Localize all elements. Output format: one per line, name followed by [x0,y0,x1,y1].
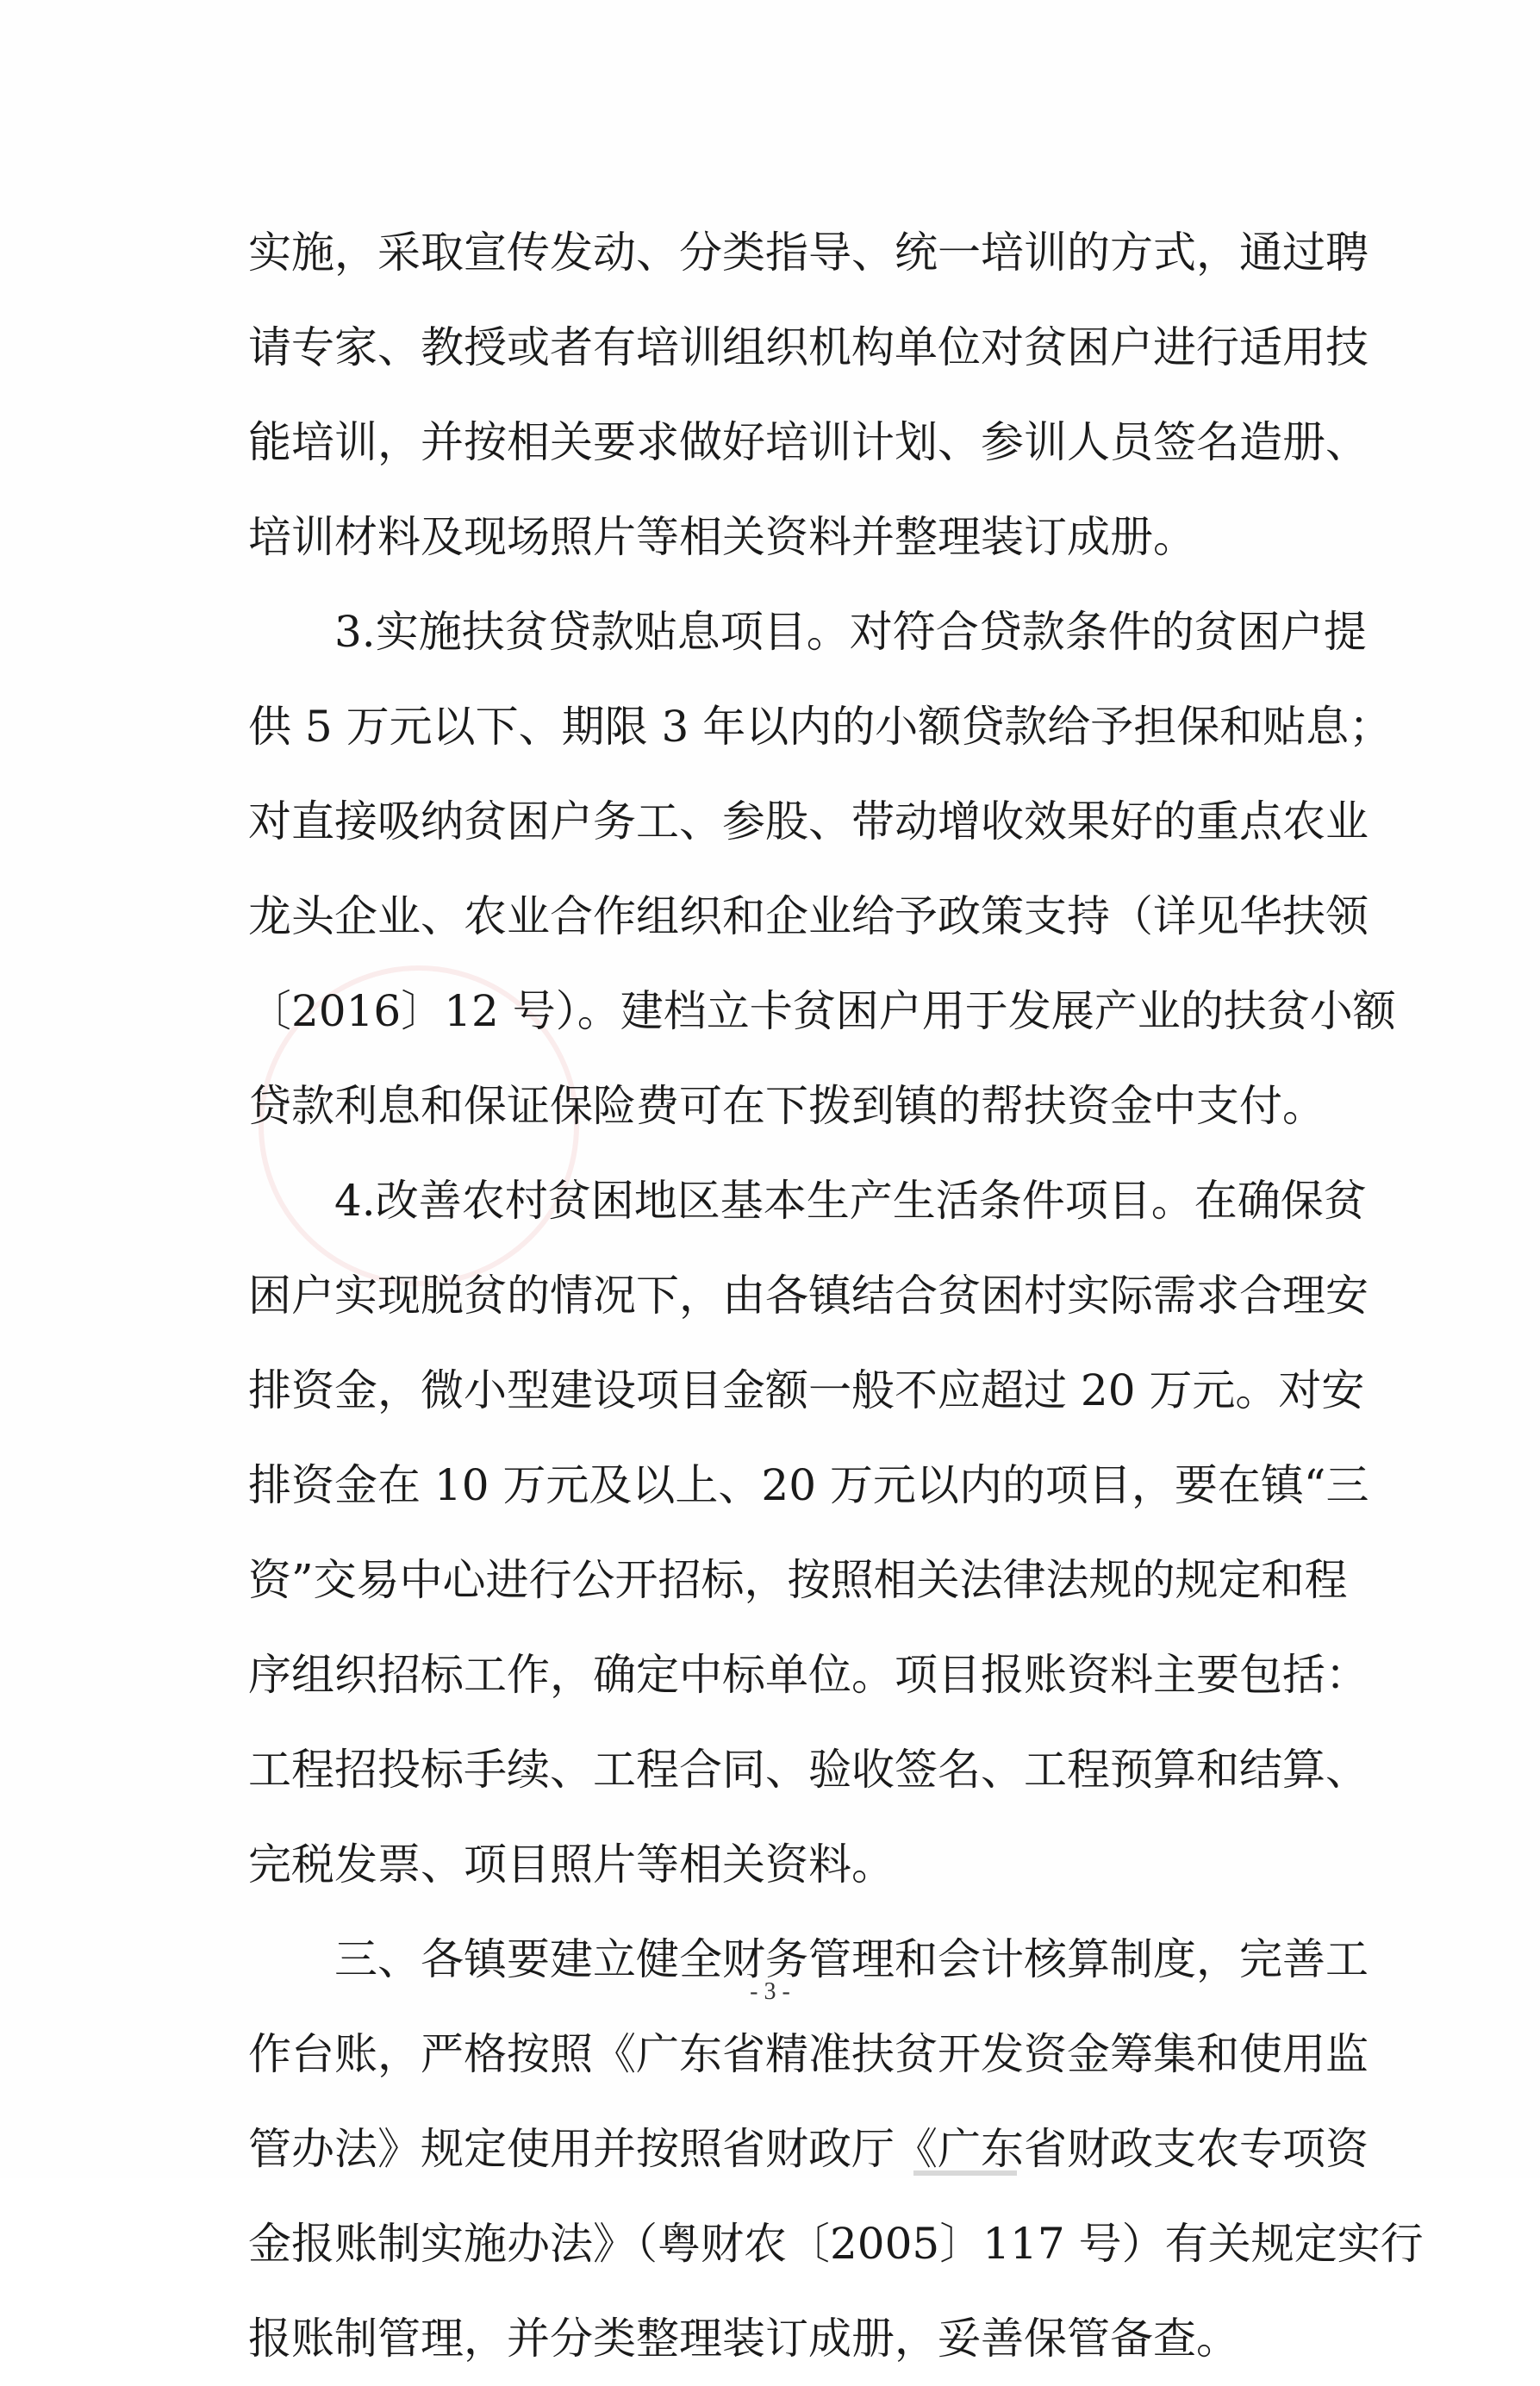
text-line: 排资金在 10 万元及以上、20 万元以内的项目，要在镇“三 [248,1460,1369,1510]
text-line: 供 5 万元以下、期限 3 年以内的小额贷款给予担保和贴息； [248,702,1393,752]
text-line: 实施，采取宣传发动、分类指导、统一培训的方式，通过聘 [248,228,1369,278]
text-line: 工程招投标手续、工程合同、验收签名、工程预算和结算、 [248,1745,1369,1795]
text-line: 4.改善农村贫困地区基本生产生活条件项目。在确保贫 [334,1176,1367,1226]
text-line: 报账制管理，并分类整理装订成册，妥善保管备查。 [248,2314,1239,2364]
text-line: 完税发票、项目照片等相关资料。 [248,1839,895,1889]
text-line: 对直接吸纳贫困户务工、参股、带动增收效果好的重点农业 [248,796,1369,846]
text-line: 贷款利息和保证保险费可在下拨到镇的帮扶资金中支付。 [248,1081,1325,1131]
text-line: 困户实现脱贫的情况下，由各镇结合贫困村实际需求合理安 [248,1271,1369,1321]
paragraph-2 [248,584,1396,1153]
text-line: 龙头企业、农业合作组织和企业给予政策支持（详见华扶领 [248,891,1369,941]
text-line: 能培训，并按相关要求做好培训计划、参训人员签名造册、 [248,417,1369,467]
paragraph-3 [248,1153,1369,1912]
text-line: 请专家、教授或者有培训组织机构单位对贫困户进行适用技 [248,322,1369,372]
text-line: 培训材料及现场照片等相关资料并整理装订成册。 [248,512,1196,562]
text-line: 作台账，严格按照《广东省精准扶贫开发资金筹集和使用监 [248,2029,1369,2079]
document-body [248,205,1424,2386]
scan-edge-mark [913,2171,1017,2176]
text-line: 排资金，微小型建设项目金额一般不应超过 20 万元。对安 [248,1365,1365,1415]
text-line: 3.实施扶贫贷款贴息项目。对符合贷款条件的贫困户提 [334,607,1367,657]
text-line: 管办法》规定使用并按照省财政厅《广东省财政支农专项资 [248,2124,1369,2174]
text-line: 金报账制实施办法》（粤财农〔2005〕117 号）有关规定实行 [248,2219,1424,2269]
page-number: - 3 - [750,1978,790,2005]
text-line: 三、各镇要建立健全财务管理和会计核算制度，完善工 [334,1934,1369,1984]
text-line: 序组织招标工作，确定中标单位。项目报账资料主要包括： [248,1650,1369,1700]
text-line: 资”交易中心进行公开招标，按照相关法律法规的规定和程 [248,1555,1348,1605]
paragraph-1 [248,205,1369,584]
text-line: 〔2016〕12 号）。建档立卡贫困户用于发展产业的扶贫小额 [248,986,1396,1036]
